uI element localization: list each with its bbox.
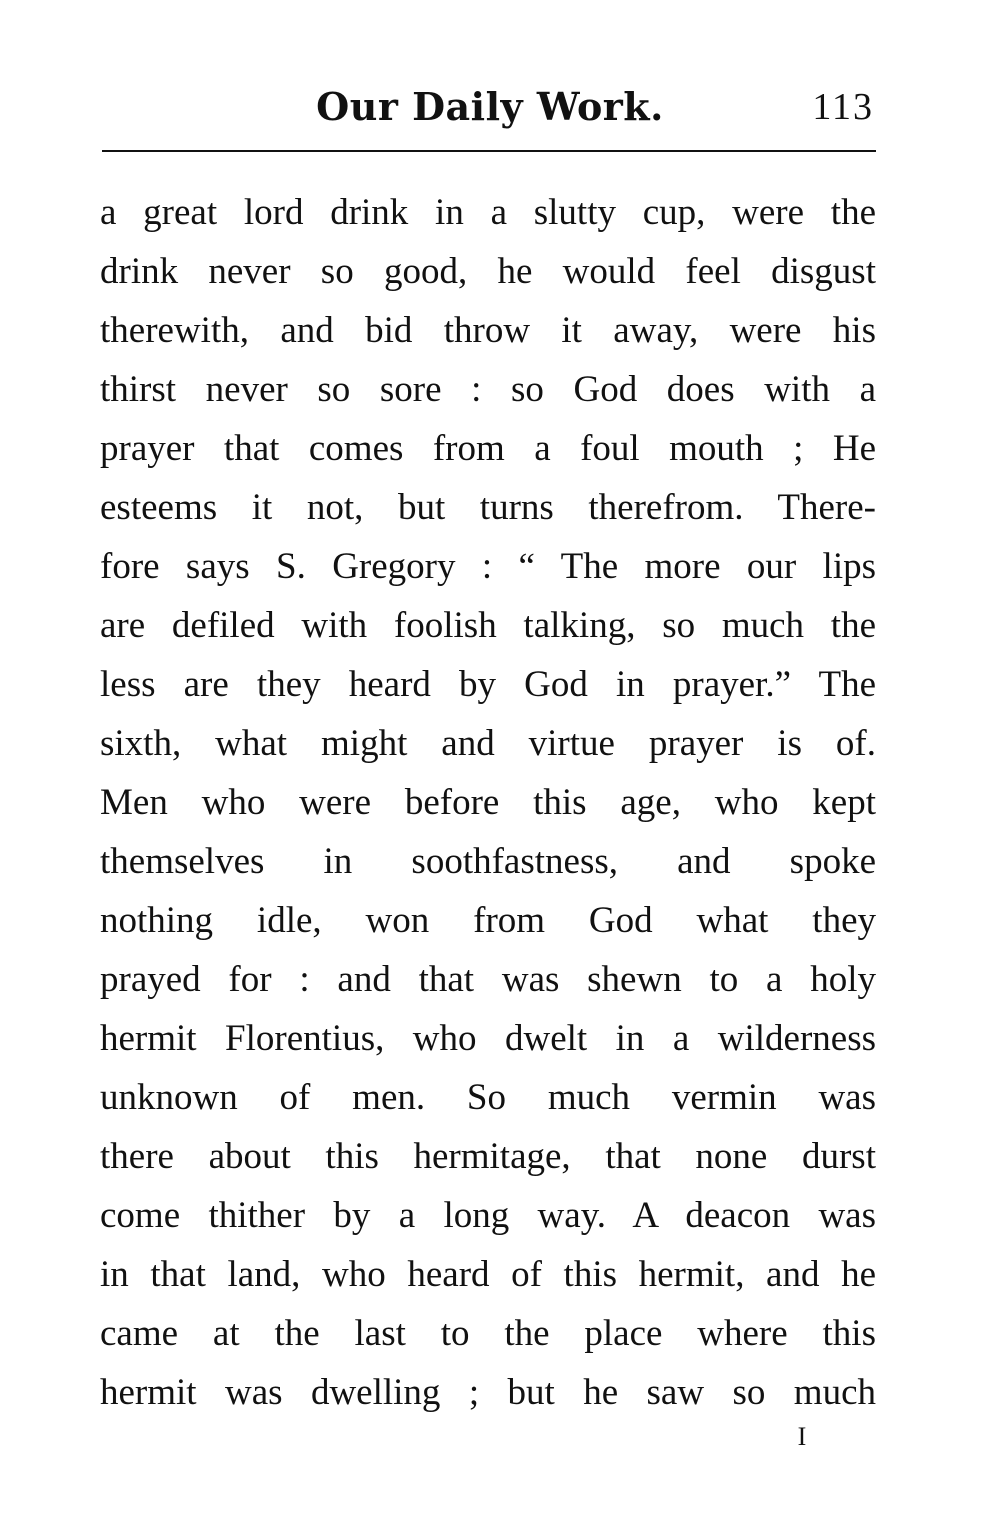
body-text (100, 183, 876, 1422)
text-line: there about this hermitage, that none durst (100, 1136, 876, 1177)
signature-mark: I (797, 1422, 807, 1451)
text-line: came at the last to the place where this (100, 1313, 876, 1354)
text-line: drink never so good, he would feel disgust (100, 251, 876, 292)
text-line: nothing idle, won from God what they (100, 900, 876, 941)
text-line: come thither by a long way. A deacon was (100, 1195, 876, 1236)
text-line: less are they heard by God in prayer.” The (100, 664, 876, 705)
text-line: are defiled with foolish talking, so much the (100, 605, 876, 646)
text-line: prayed for : and that was shewn to a holy (100, 959, 876, 1000)
text-line: fore says S. Gregory : “ The more our lips (100, 546, 876, 587)
text-line: in that land, who heard of this hermit, and he (100, 1254, 876, 1295)
text-line: unknown of men. So much vermin was (100, 1077, 876, 1118)
text-line: esteems it not, but turns therefrom. There- (100, 487, 876, 528)
header-rule (102, 150, 876, 152)
text-line: Men who were before this age, who kept (100, 782, 876, 823)
text-line: hermit Florentius, who dwelt in a wilderness (100, 1018, 876, 1059)
page-number: 113 (812, 86, 874, 128)
text-line: hermit was dwelling ; but he saw so much (100, 1372, 876, 1413)
text-line: therewith, and bid throw it away, were his (100, 310, 876, 351)
text-line: sixth, what might and virtue prayer is of. (100, 723, 876, 764)
text-line: a great lord drink in a slutty cup, were the (100, 192, 876, 233)
text-line: prayer that comes from a foul mouth ; He (100, 428, 876, 469)
text-line: thirst never so sore : so God does with a (100, 369, 876, 410)
text-line: themselves in soothfastness, and spoke (100, 841, 876, 882)
running-title: Our Daily Work. (316, 84, 664, 129)
